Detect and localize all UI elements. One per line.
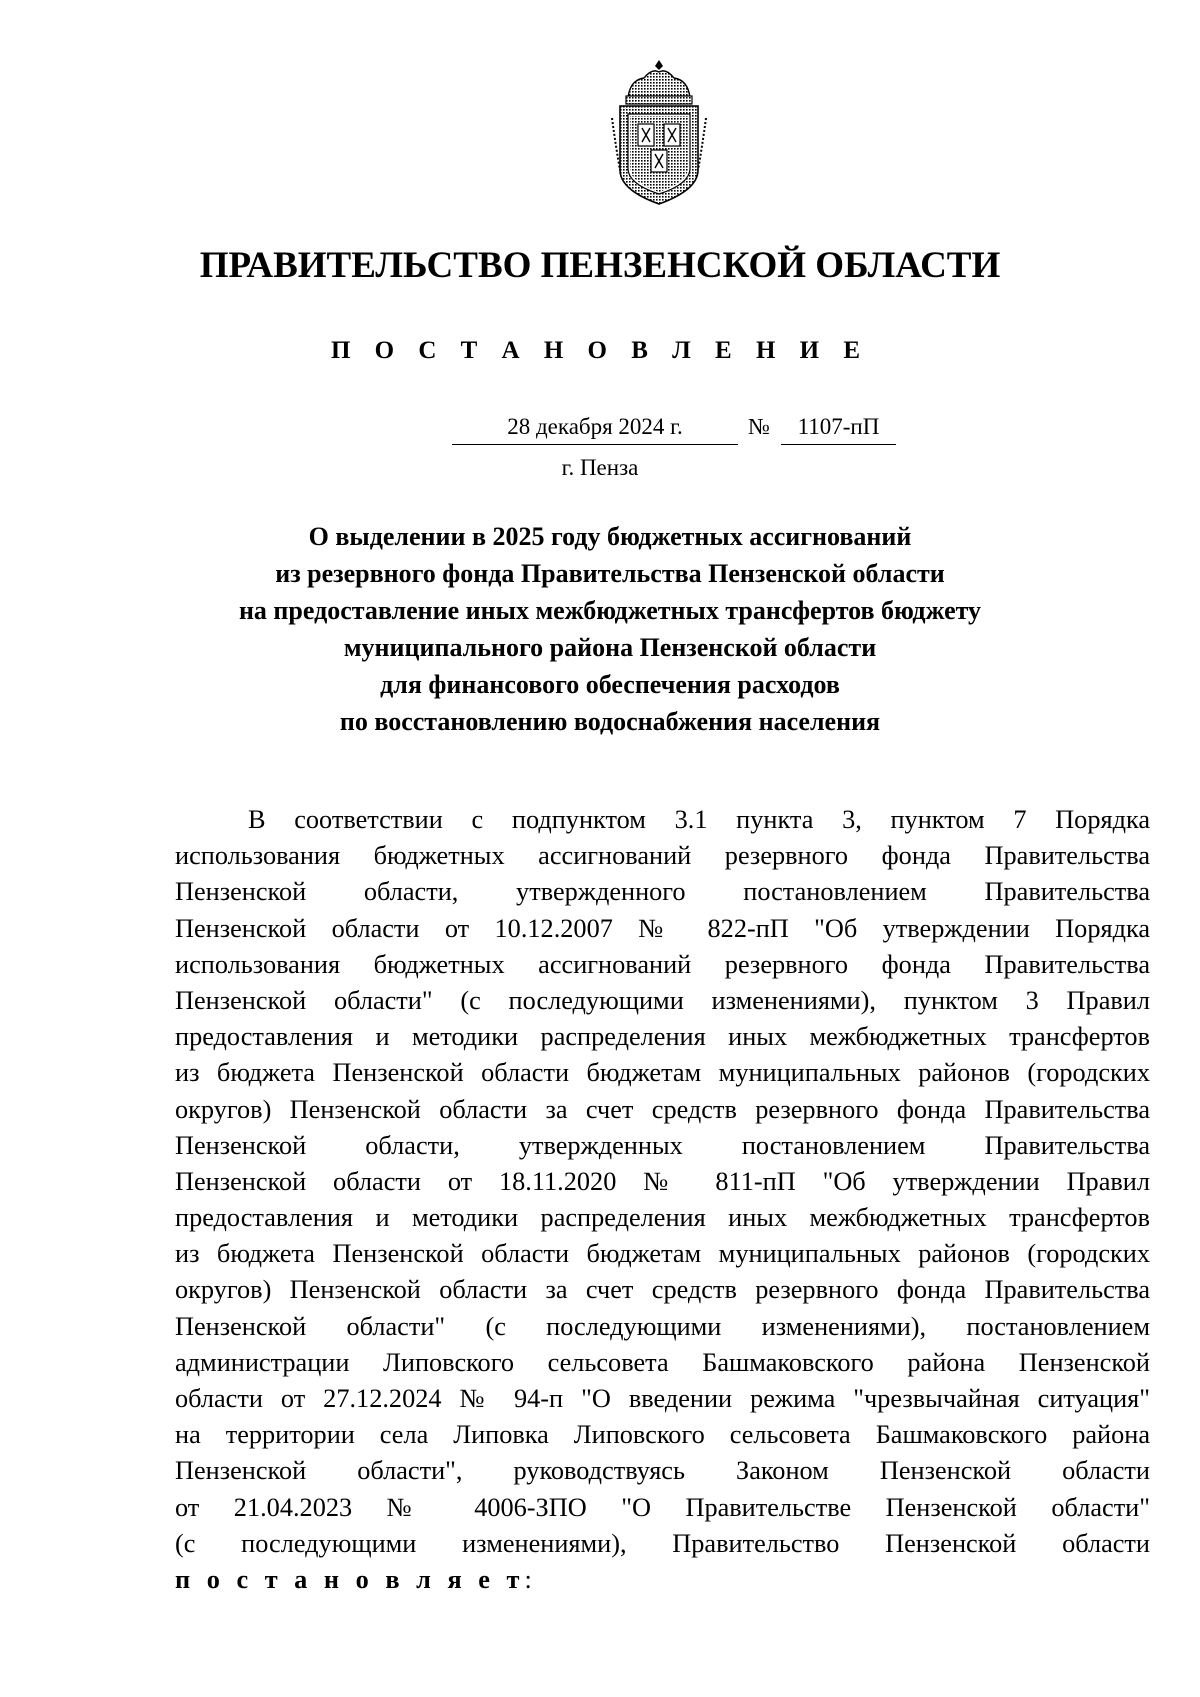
document-type-heading: П О С Т А Н О В Л Е Н И Е (330, 337, 870, 364)
body-line: Пензенской области" (с последующими изменениями), пунктом 3 Правил (175, 985, 1150, 1015)
resolves-colon: : (524, 1564, 532, 1594)
body-line: на территории села Липовка Липовского сельсовета Башмаковского района (175, 1420, 1150, 1450)
body-line: (с последующими изменениями), Правительство Пензенской области (175, 1528, 1150, 1558)
penza-coat-of-arms-icon (608, 58, 710, 208)
subject-line: для финансового обеспечения расходов (380, 670, 840, 699)
body-line: В соответствии с подпунктом 3.1 пункта 3, пунктом 7 Порядка (248, 805, 1150, 834)
body-line: Пензенской области, утвержденных постановлением Правительства (175, 1130, 1150, 1160)
body-line: предоставления и методики распределения иных межбюджетных трансфертов (175, 1203, 1150, 1233)
subject-line: по восстановлению водоснабжения населения (339, 707, 881, 736)
body-line: области от 27.12.2024 № 94-п "О введении режима "чрезвычайная ситуация" (175, 1384, 1150, 1413)
body-line: Пензенской области от 10.12.2007 № 822-пП "Об утверждении Порядка (175, 913, 1150, 943)
document-subject (150, 518, 1070, 740)
body-line: Пензенской области от 18.11.2020 № 811-пП "Об утверждении Правил (175, 1166, 1150, 1196)
body-line: округов) Пензенской области за счет средств резервного фонда Правительства (175, 1094, 1150, 1124)
body-line: использования бюджетных ассигнований резервного фонда Правительства (175, 949, 1150, 979)
body-line: администрации Липовского сельсовета Башмаковского района Пензенской (175, 1347, 1150, 1377)
body-line: Пензенской области", руководствуясь Законом Пензенской области (175, 1456, 1150, 1486)
body-line: из бюджета Пензенской области бюджетам муниципальных районов (городских (175, 1058, 1150, 1088)
body-line: Пензенской области, утвержденного постановлением Правительства (175, 877, 1150, 907)
body-line: из бюджета Пензенской области бюджетам муниципальных районов (городских (175, 1239, 1150, 1269)
subject-line: О выделении в 2025 году бюджетных ассигнований (308, 522, 912, 551)
number-sign: № (748, 414, 770, 439)
organization-title: ПРАВИТЕЛЬСТВО ПЕНЗЕНСКОЙ ОБЛАСТИ (199, 245, 1001, 286)
body-paragraph (175, 802, 1150, 1598)
subject-line: на предоставление иных межбюджетных трансфертов бюджету (238, 596, 982, 625)
resolves-line (175, 1562, 1150, 1598)
subject-line: муниципального района Пензенской области (343, 633, 877, 662)
body-line: от 21.04.2023 № 4006-ЗПО "О Правительстве Пензенской области" (175, 1492, 1150, 1522)
body-line: предоставления и методики распределения иных межбюджетных трансфертов (175, 1022, 1150, 1052)
document-number: 1107-пП (781, 412, 896, 445)
body-line: использования бюджетных ассигнований резервного фонда Правительства (175, 841, 1150, 871)
document-date: 28 декабря 2024 г. (452, 412, 738, 445)
body-line: Пензенской области" (с последующими изменениями), постановлением (175, 1311, 1150, 1341)
document-city: г. Пенза (561, 455, 639, 480)
date-number-line (0, 412, 1200, 448)
subject-line: из резервного фонда Правительства Пензенской области (275, 559, 945, 588)
resolves-word: п о с т а н о в л я е т (175, 1564, 525, 1594)
body-line: округов) Пензенской области за счет средств резервного фонда Правительства (175, 1275, 1150, 1305)
